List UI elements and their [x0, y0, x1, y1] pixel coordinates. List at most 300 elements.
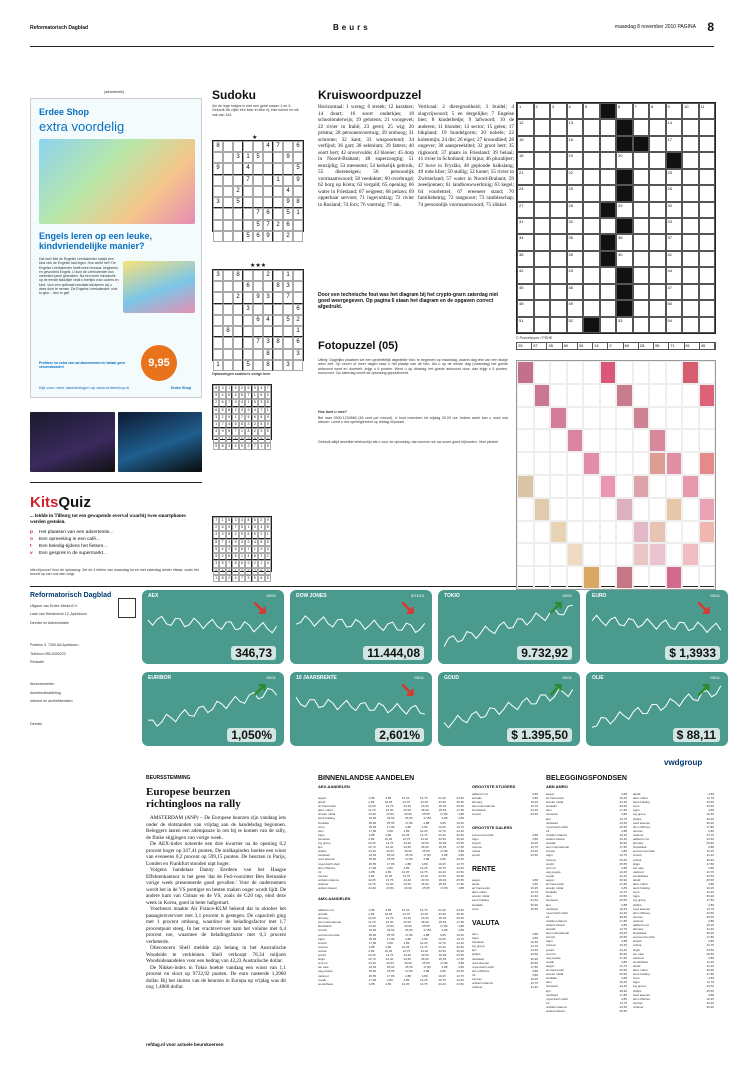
fotopuzzel-tile [600, 498, 617, 521]
crossword-cell[interactable] [649, 185, 666, 201]
crossword-cell[interactable]: 18 [517, 152, 534, 168]
fotopuzzel-tile [550, 543, 567, 566]
crossword-cell[interactable] [600, 136, 617, 152]
crossword-cell[interactable] [699, 317, 716, 333]
crossword-cell[interactable] [649, 234, 666, 250]
crossword-cell[interactable]: 17 [666, 136, 683, 152]
sudoku-cell[interactable] [233, 360, 243, 371]
sudoku-cell[interactable] [213, 208, 223, 219]
sudoku-cell[interactable] [273, 231, 283, 242]
table-row: asml holding 23,50 [472, 898, 538, 903]
crossword-cell[interactable]: 41 [666, 251, 683, 267]
crossword-cell[interactable] [633, 300, 650, 316]
crossword-cell[interactable] [600, 185, 617, 201]
crossword-cell[interactable] [600, 169, 617, 185]
sudoku-cell[interactable] [233, 315, 243, 326]
sudoku-cell[interactable] [233, 175, 243, 186]
sudoku-cell[interactable] [293, 186, 303, 197]
answer-strip-cell[interactable]: 28 [639, 343, 654, 349]
fotopuzzel-tile [583, 429, 600, 452]
crossword-cell[interactable] [534, 218, 551, 234]
sudoku-cell[interactable] [223, 208, 233, 219]
crossword-cell[interactable] [600, 218, 617, 234]
crossword-cell[interactable] [534, 185, 551, 201]
crossword-cell[interactable]: 26 [666, 185, 683, 201]
sudoku-cell[interactable] [243, 141, 253, 152]
answer-strip-cell[interactable]: 25 [517, 343, 532, 349]
crossword-cell[interactable] [534, 136, 551, 152]
crossword-cell[interactable] [550, 202, 567, 218]
crossword-cell[interactable]: 28 [567, 202, 584, 218]
crossword-cell[interactable] [534, 251, 551, 267]
crossword-cell[interactable]: 6 [616, 103, 633, 119]
crossword-cell[interactable]: 22 [567, 169, 584, 185]
sudoku-cell: 6 [226, 428, 232, 435]
crossword-cell[interactable] [600, 152, 617, 168]
crossword-cell[interactable]: 27 [517, 202, 534, 218]
crossword-cell[interactable] [649, 136, 666, 152]
sudoku-cell[interactable] [243, 292, 253, 303]
crossword-cell[interactable] [682, 185, 699, 201]
crossword-cell[interactable] [633, 251, 650, 267]
table-row: unilever 44,40 [472, 985, 538, 990]
sudoku-cell[interactable] [263, 197, 273, 208]
crossword-cell[interactable] [550, 119, 567, 135]
sudoku-cell[interactable] [223, 315, 233, 326]
table-row: boskalis 36,90 25,55 17,86 4,88 4,89 10,25 [318, 820, 464, 825]
article-paragraph: Volgens handelaar Danny Eerdeen van het Haagse Effektenkantoor is het geen 'dat de Fed-voorzitter Ben Bernanke vorige week presenteerde goed gevallen.' Voor de ondernemers wordt het in de VS prettiger en besten maken ooger wordt lijdt. De andere kant van Chinas en de VS, zoals de G20 top, eind deze week in Korea, goed in beter hafgemart. [146, 867, 286, 906]
crossword-cell[interactable]: 45 [517, 284, 534, 300]
sudoku-cell[interactable] [293, 152, 303, 163]
crossword-cell[interactable] [649, 119, 666, 135]
sudoku-cell[interactable] [243, 337, 253, 348]
sudoku-cell[interactable] [253, 186, 263, 197]
crossword-cell[interactable]: 23 [666, 169, 683, 185]
sudoku-cell[interactable] [283, 349, 293, 360]
crossword-cell[interactable]: 39 [567, 251, 584, 267]
sudoku-cell[interactable] [293, 220, 303, 231]
crossword-cell[interactable] [682, 218, 699, 234]
sudoku-cell[interactable] [213, 326, 223, 337]
crossword-cell[interactable] [649, 284, 666, 300]
market-chart [142, 672, 284, 746]
sudoku-cell[interactable] [233, 304, 243, 315]
sudoku-cell[interactable] [273, 270, 283, 281]
sudoku-cell: 5 [258, 421, 264, 428]
sudoku-cell: 5 [283, 208, 293, 219]
answer-strip-cell[interactable]: 45 [700, 343, 715, 349]
crossword-cell[interactable] [633, 317, 650, 333]
table-row: eurocommercial 10,25 [633, 849, 714, 854]
crossword-cell[interactable]: 42 [517, 267, 534, 283]
answer-strip-cell[interactable]: 55 [654, 343, 669, 349]
crossword-cell[interactable] [550, 300, 567, 316]
crossword-cell[interactable] [682, 284, 699, 300]
table-row: unibail rodamco 10,25 13,75 44,40 23,50 36,90 25,55 [318, 877, 464, 882]
sudoku-cell[interactable] [223, 304, 233, 315]
crossword-cell[interactable]: 40 [616, 251, 633, 267]
crossword-cell[interactable] [699, 218, 716, 234]
crossword-cell[interactable] [550, 284, 567, 300]
sudoku-cell[interactable] [283, 163, 293, 174]
crossword-cell[interactable]: 2 [534, 103, 551, 119]
sudoku-cell[interactable] [293, 270, 303, 281]
crossword-cell[interactable]: 47 [666, 284, 683, 300]
crossword-cell[interactable]: 52 [567, 317, 584, 333]
fotopuzzel-tile [600, 429, 617, 452]
crossword-cell[interactable]: 49 [567, 300, 584, 316]
erdee-shop-ad[interactable] [30, 98, 202, 398]
crossword-cell[interactable] [550, 185, 567, 201]
crossword-cell[interactable] [682, 169, 699, 185]
sudoku-cell[interactable] [293, 360, 303, 371]
crossword-cell[interactable] [633, 234, 650, 250]
crossword-cell[interactable] [534, 267, 551, 283]
crossword-answer-strip [516, 342, 716, 350]
crossword-cell[interactable]: 5 [583, 103, 600, 119]
crossword-cell[interactable] [682, 202, 699, 218]
sudoku-cell[interactable] [213, 304, 223, 315]
crossword-cell[interactable]: 14 [666, 119, 683, 135]
crossword-cell[interactable] [633, 119, 650, 135]
sudoku-cell[interactable] [223, 337, 233, 348]
crossword-cell[interactable] [550, 234, 567, 250]
sudoku-cell[interactable] [273, 152, 283, 163]
sudoku-cell[interactable] [223, 281, 233, 292]
sudoku-cell[interactable] [283, 141, 293, 152]
sudoku-cell[interactable] [223, 197, 233, 208]
sudoku-cell[interactable] [293, 281, 303, 292]
crossword-cell[interactable] [649, 300, 666, 316]
sudoku-cell[interactable] [253, 281, 263, 292]
crossword-cell[interactable]: 43 [567, 267, 584, 283]
crossword-cell[interactable]: 53 [616, 317, 633, 333]
sudoku-grid-hard[interactable] [212, 269, 304, 368]
crossword-cell[interactable] [550, 136, 567, 152]
crossword-cell[interactable] [550, 169, 567, 185]
crossword-cell[interactable] [550, 251, 567, 267]
crossword-cell[interactable] [600, 300, 617, 316]
crossword-cell[interactable] [583, 152, 600, 168]
crossword-cell[interactable] [633, 152, 650, 168]
sudoku-cell[interactable] [223, 163, 233, 174]
sudoku-cell[interactable] [223, 360, 233, 371]
crossword-cell[interactable] [550, 218, 567, 234]
crossword-cell[interactable] [583, 185, 600, 201]
sudoku-cell[interactable] [213, 152, 223, 163]
crossword-cell[interactable] [633, 202, 650, 218]
sudoku-cell[interactable] [213, 315, 223, 326]
crossword-cell[interactable]: 15 [517, 136, 534, 152]
crossword-cell[interactable] [649, 317, 666, 333]
sudoku-cell[interactable] [273, 326, 283, 337]
sudoku-cell[interactable] [263, 175, 273, 186]
crossword-cell[interactable]: 3 [550, 103, 567, 119]
sudoku-cell[interactable] [273, 197, 283, 208]
crossword-cell[interactable]: 44 [666, 267, 683, 283]
crossword-cell[interactable] [583, 251, 600, 267]
crossword-cell[interactable]: 1 [517, 103, 534, 119]
sudoku-cell[interactable] [243, 270, 253, 281]
sudoku-cell[interactable] [233, 231, 243, 242]
sudoku-cell[interactable] [253, 141, 263, 152]
crossword-cell[interactable] [534, 152, 551, 168]
crossword-grid[interactable] [516, 102, 716, 334]
sudoku-cell[interactable] [213, 231, 223, 242]
crossword-cell[interactable] [699, 202, 716, 218]
crossword-cell[interactable] [699, 234, 716, 250]
crossword-cell[interactable] [600, 284, 617, 300]
crossword-cell[interactable]: 46 [567, 284, 584, 300]
crossword-cell[interactable]: 48 [517, 300, 534, 316]
sudoku-cell[interactable] [253, 163, 263, 174]
answer-strip-cell[interactable]: 69 [624, 343, 639, 349]
crossword-cell[interactable]: 13 [567, 119, 584, 135]
sudoku-cell: 6 [265, 443, 271, 450]
crossword-cell[interactable] [583, 136, 600, 152]
crossword-cell[interactable] [583, 234, 600, 250]
crossword-cell[interactable] [649, 267, 666, 283]
sudoku-cell[interactable] [233, 141, 243, 152]
crossword-cell[interactable]: 54 [666, 317, 683, 333]
aex-table [318, 796, 464, 890]
crossword-cell[interactable] [550, 267, 567, 283]
answer-strip-cell[interactable]: 28 [547, 343, 562, 349]
sudoku-cell[interactable] [213, 337, 223, 348]
crossword-cell[interactable] [699, 251, 716, 267]
sudoku-cell[interactable] [263, 186, 273, 197]
crossword-cell[interactable] [583, 218, 600, 234]
sudoku-cell[interactable] [283, 326, 293, 337]
crossword-cell[interactable]: 21 [517, 169, 534, 185]
sudoku-cell[interactable] [253, 270, 263, 281]
sudoku-cell[interactable] [243, 315, 253, 326]
sudoku-cell[interactable] [213, 175, 223, 186]
crossword-cell[interactable] [534, 317, 551, 333]
sudoku-grid-easy[interactable] [212, 140, 304, 239]
sudoku-cell[interactable] [213, 292, 223, 303]
sudoku-cell[interactable] [263, 304, 273, 315]
sudoku-cell[interactable] [273, 208, 283, 219]
crossword-cell[interactable] [649, 251, 666, 267]
crossword-cell[interactable]: 9 [666, 103, 683, 119]
crossword-cell[interactable] [682, 317, 699, 333]
sudoku-cell[interactable] [273, 304, 283, 315]
ad-url-link[interactable]: Kijk voor meer aanbiedingen op www.erdeeshop.nl [39, 385, 130, 390]
sudoku-cell[interactable] [283, 304, 293, 315]
sudoku-cell[interactable] [213, 186, 223, 197]
sudoku-cell[interactable] [283, 337, 293, 348]
crossword-cell[interactable]: 4 [567, 103, 584, 119]
crossword-cell[interactable]: 24 [517, 185, 534, 201]
crossword-cell[interactable] [600, 119, 617, 135]
sudoku-cell[interactable] [283, 175, 293, 186]
sudoku-cell[interactable] [233, 326, 243, 337]
crossword-cell[interactable] [699, 300, 716, 316]
table-row: nutreco 4,88 4,89 10,25 13,75 44,40 23,50 [318, 944, 464, 949]
sudoku-cell[interactable] [223, 349, 233, 360]
sudoku-cell[interactable] [293, 292, 303, 303]
sudoku-cell[interactable] [273, 163, 283, 174]
crossword-cell[interactable] [534, 300, 551, 316]
sudoku-cell[interactable] [273, 360, 283, 371]
crossword-cell[interactable]: 7 [633, 103, 650, 119]
crossword-cell[interactable] [699, 267, 716, 283]
crossword-cell[interactable] [682, 234, 699, 250]
sudoku-cell[interactable] [243, 220, 253, 231]
sudoku-cell[interactable] [293, 231, 303, 242]
crossword-cell[interactable]: 30 [666, 202, 683, 218]
table-row: tnt 36,90 [546, 914, 627, 919]
sudoku-cell[interactable] [223, 152, 233, 163]
crossword-cell[interactable]: 20 [616, 152, 633, 168]
sudoku-cell[interactable] [243, 349, 253, 360]
sudoku-cell[interactable] [263, 152, 273, 163]
crossword-cell[interactable] [583, 169, 600, 185]
sudoku-cell[interactable] [223, 175, 233, 186]
sudoku-cell[interactable] [243, 186, 253, 197]
crossword-cell[interactable] [600, 267, 617, 283]
sudoku-cell[interactable] [223, 231, 233, 242]
crossword-cell[interactable] [649, 202, 666, 218]
crossword-cell[interactable] [699, 185, 716, 201]
crossword-cell[interactable]: 32 [567, 218, 584, 234]
sudoku-cell[interactable] [263, 163, 273, 174]
sudoku-cell[interactable] [243, 197, 253, 208]
crossword-cell[interactable] [649, 169, 666, 185]
crossword-cell[interactable]: 36 [616, 234, 633, 250]
crossword-cell[interactable]: 11 [699, 103, 716, 119]
sudoku-cell[interactable] [273, 292, 283, 303]
sudoku-cell[interactable] [253, 349, 263, 360]
crossword-cell[interactable]: 16 [567, 136, 584, 152]
crossword-cell[interactable]: 38 [517, 251, 534, 267]
crossword-cell[interactable] [699, 136, 716, 152]
answer-strip-cell[interactable]: 39 [578, 343, 593, 349]
crossword-cell[interactable] [600, 317, 617, 333]
crossword-cell[interactable]: 31 [517, 218, 534, 234]
answer-strip-cell[interactable]: 2 [608, 343, 623, 349]
crossword-cell[interactable] [699, 152, 716, 168]
sudoku-cell[interactable] [223, 141, 233, 152]
crossword-cell[interactable] [649, 218, 666, 234]
crossword-cell[interactable]: 12 [517, 119, 534, 135]
market-label: TOKIO [444, 593, 460, 599]
sudoku-cell[interactable] [223, 292, 233, 303]
crossword-cell[interactable]: 51 [517, 317, 534, 333]
sudoku-cell[interactable] [233, 163, 243, 174]
sudoku-cell[interactable] [223, 220, 233, 231]
crossword-cell[interactable] [534, 234, 551, 250]
crossword-cell[interactable] [699, 284, 716, 300]
answer-strip-cell[interactable]: 51 [685, 343, 700, 349]
crossword-cell[interactable] [534, 169, 551, 185]
crossword-cell[interactable] [633, 169, 650, 185]
sudoku-cell[interactable] [233, 337, 243, 348]
crossword-cell[interactable] [682, 119, 699, 135]
crossword-cell[interactable]: 37 [666, 234, 683, 250]
sudoku-cell[interactable] [253, 304, 263, 315]
crossword-cell[interactable] [633, 267, 650, 283]
sudoku-cell[interactable] [233, 281, 243, 292]
sudoku-cell[interactable] [213, 281, 223, 292]
answer-strip-cell[interactable]: 60 [563, 343, 578, 349]
crossword-cell[interactable] [682, 152, 699, 168]
crossword-cell[interactable] [682, 251, 699, 267]
crossword-cell[interactable] [583, 119, 600, 135]
crossword-cell[interactable]: 35 [567, 234, 584, 250]
crossword-cell[interactable]: 34 [517, 234, 534, 250]
sudoku-cell[interactable] [253, 175, 263, 186]
crossword-cell[interactable] [682, 267, 699, 283]
crossword-cell[interactable] [583, 267, 600, 283]
crossword-cell[interactable] [583, 300, 600, 316]
crossword-cell[interactable] [550, 152, 567, 168]
sudoku-cell[interactable] [273, 349, 283, 360]
sudoku-cell[interactable] [263, 281, 273, 292]
market-label: AEX [148, 593, 159, 599]
sudoku-cell[interactable] [233, 208, 243, 219]
answer-strip-cell[interactable]: 71 [669, 343, 684, 349]
crossword-cell[interactable] [699, 169, 716, 185]
crossword-cell[interactable] [633, 185, 650, 201]
sudoku-cell[interactable] [243, 208, 253, 219]
sudoku-cell[interactable] [253, 360, 263, 371]
crossword-cell[interactable] [633, 284, 650, 300]
sudoku-cell[interactable] [223, 186, 233, 197]
crossword-cell[interactable] [682, 300, 699, 316]
sudoku-cell[interactable] [213, 349, 223, 360]
answer-strip-cell[interactable]: 57 [532, 343, 547, 349]
crossword-cell[interactable] [633, 218, 650, 234]
crossword-cell[interactable] [699, 119, 716, 135]
sudoku-cell: 3 [233, 152, 243, 163]
sudoku-cell[interactable] [273, 186, 283, 197]
table-row: ordina 13,75 [633, 943, 714, 948]
sudoku-cell[interactable] [233, 220, 243, 231]
crossword-cell[interactable] [649, 152, 666, 168]
market-chart [586, 590, 728, 664]
sudoku-cell[interactable] [263, 326, 273, 337]
fotopuzzel-how-text: Bel naar 0900-1234560 (45 cent per minuut). U kunt meedoen tot vrijdag 20.00 uur. Iedere week kan u onze ook winnen. Leest u het spelreglement op refdag.nl/puzzel. [318, 416, 508, 425]
crossword-cell[interactable] [583, 202, 600, 218]
crossword-cell[interactable] [534, 202, 551, 218]
crossword-cell[interactable]: 8 [649, 103, 666, 119]
sudoku-cell[interactable] [253, 197, 263, 208]
crossword-cell[interactable]: 25 [567, 185, 584, 201]
crossword-cell[interactable]: 19 [567, 152, 584, 168]
sudoku-cell[interactable] [243, 326, 253, 337]
sudoku-cell[interactable] [213, 220, 223, 231]
crossword-cell[interactable] [550, 317, 567, 333]
sudoku-cell[interactable] [253, 326, 263, 337]
sudoku-cell[interactable] [223, 270, 233, 281]
crossword-cell[interactable] [534, 284, 551, 300]
fotopuzzel-tile [649, 384, 666, 407]
crossword-cell[interactable] [534, 119, 551, 135]
fotopuzzel-tile [616, 521, 633, 544]
crossword-cell[interactable]: 33 [666, 218, 683, 234]
sudoku-cell: 2 [213, 524, 219, 531]
sudoku-cell[interactable] [273, 315, 283, 326]
crossword-cell[interactable] [682, 136, 699, 152]
crossword-cell[interactable]: 29 [616, 202, 633, 218]
crossword-cell[interactable]: 50 [666, 300, 683, 316]
crossword-cell[interactable] [583, 284, 600, 300]
sudoku-cell[interactable] [233, 349, 243, 360]
crossword-cell[interactable]: 10 [682, 103, 699, 119]
answer-strip-cell[interactable]: 14 [593, 343, 608, 349]
